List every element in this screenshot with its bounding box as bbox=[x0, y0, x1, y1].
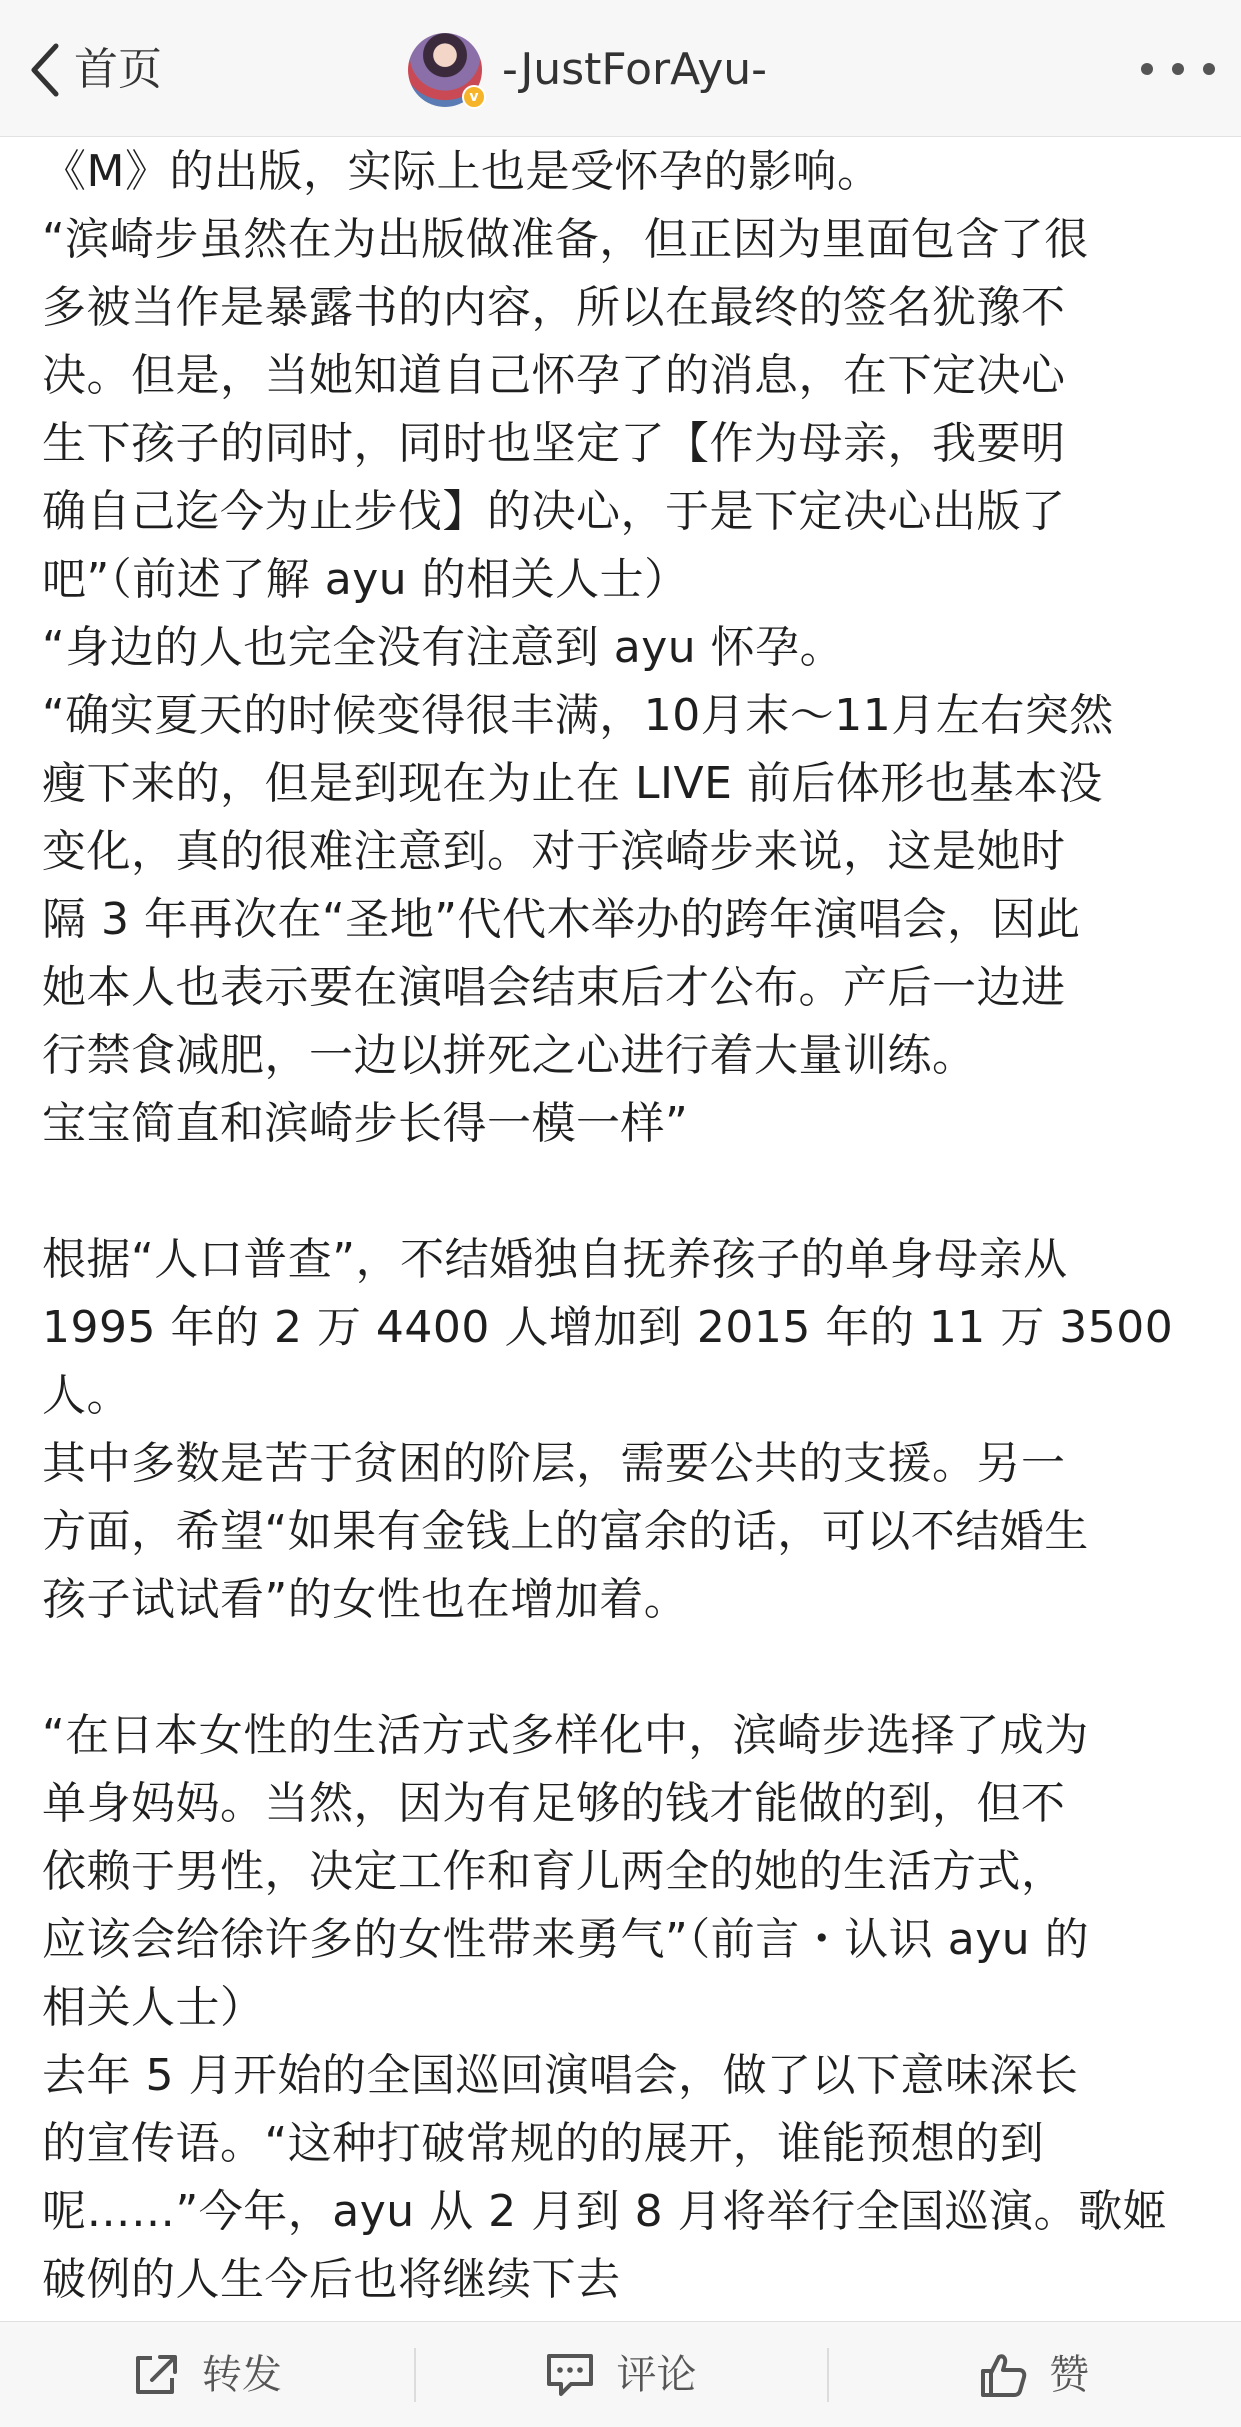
like-label: 赞 bbox=[1049, 2351, 1090, 2398]
back-button[interactable] bbox=[30, 40, 162, 100]
post-text-line: 生下孩子的同时，同时也坚定了【作为母亲，我要明 bbox=[42, 418, 1066, 469]
post-text-line: 去年 5 月开始的全国巡回演唱会，做了以下意味深长 bbox=[42, 2050, 1079, 2101]
post-text-line: 依赖于男性，决定工作和育儿两全的她的生活方式， bbox=[42, 1846, 1066, 1897]
repost-label: 转发 bbox=[201, 2351, 282, 2398]
post-text-line: 她本人也表示要在演唱会结束后才公布。产后一边进 bbox=[42, 962, 1066, 1013]
more-dot-icon bbox=[1141, 63, 1153, 75]
post-text-line: 瘦下来的，但是到现在为止在 LIVE 前后体形也基本没 bbox=[42, 758, 1103, 809]
post-text-line: 破例的人生今后也将继续下去 bbox=[42, 2254, 621, 2305]
chevron-left-icon bbox=[30, 43, 60, 97]
comment-button[interactable] bbox=[414, 2322, 828, 2427]
verified-badge-icon: v bbox=[462, 85, 486, 109]
post-text-line: 吧”（前述了解 ayu 的相关人士） bbox=[42, 554, 689, 605]
post-text-line: 多被当作是暴露书的内容，所以在最终的签名犹豫不 bbox=[42, 282, 1066, 333]
post-text-line: 根据“人口普查”，不结婚独自抚养孩子的单身母亲从 bbox=[42, 1234, 1068, 1285]
post-text-line: “确实夏天的时候变得很丰满，10月末～11月左右突然 bbox=[42, 690, 1114, 741]
post-text-line: 《M》的出版，实际上也是受怀孕的影响。 bbox=[42, 146, 882, 197]
back-label: 首页 bbox=[74, 44, 162, 95]
post-text-line: 的宣传语。“这种打破常规的的展开，谁能预想的到 bbox=[42, 2118, 1045, 2169]
comment-icon bbox=[545, 2352, 617, 2398]
paragraph-spacer bbox=[42, 1634, 1212, 1702]
top-navigation-bar bbox=[0, 0, 1241, 137]
like-button[interactable] bbox=[827, 2322, 1241, 2427]
post-text-line: 1995 年的 2 万 4400 人增加到 2015 年的 11 万 3500 bbox=[42, 1302, 1174, 1353]
post-text-line: 应该会给徐许多的女性带来勇气”（前言・认识 ayu 的 bbox=[42, 1914, 1090, 1965]
user-header bbox=[408, 32, 767, 108]
post-text-line: 人。 bbox=[42, 1370, 131, 1421]
post-text-line: “滨崎步虽然在为出版做准备，但正因为里面包含了很 bbox=[42, 214, 1089, 265]
share-icon bbox=[132, 2352, 202, 2398]
more-dot-icon bbox=[1172, 63, 1184, 75]
post-text-line: 方面，希望“如果有金钱上的富余的话，可以不结婚生 bbox=[42, 1506, 1089, 1557]
post-text-line: “在日本女性的生活方式多样化中，滨崎步选择了成为 bbox=[42, 1710, 1089, 1761]
post-content bbox=[42, 138, 1212, 2321]
post-text-line: “身边的人也完全没有注意到 ayu 怀孕。 bbox=[42, 622, 845, 673]
post-text-line: 宝宝简直和滨崎步长得一模一样” bbox=[42, 1098, 689, 1149]
repost-button[interactable] bbox=[0, 2322, 414, 2427]
post-text-line: 确自己迄今为止步伐】的决心，于是下定决心出版了 bbox=[42, 486, 1066, 537]
post-text-line: 决。但是，当她知道自己怀孕了的消息，在下定决心 bbox=[42, 350, 1066, 401]
more-options-button[interactable] bbox=[1141, 54, 1215, 84]
post-text-line: 呢……”今年，ayu 从 2 月到 8 月将举行全国巡演。歌姬 bbox=[42, 2186, 1168, 2237]
post-text-line: 其中多数是苦于贫困的阶层，需要公共的支援。另一 bbox=[42, 1438, 1066, 1489]
post-text-line: 相关人士） bbox=[42, 1982, 265, 2033]
post-text-line: 隔 3 年再次在“圣地”代代木举办的跨年演唱会，因此 bbox=[42, 894, 1081, 945]
post-text-line: 单身妈妈。当然，因为有足够的钱才能做的到，但不 bbox=[42, 1778, 1066, 1829]
thumbs-up-icon bbox=[979, 2351, 1049, 2399]
more-dot-icon bbox=[1203, 63, 1215, 75]
post-text-line: 孩子试试看”的女性也在增加着。 bbox=[42, 1574, 689, 1625]
comment-label: 评论 bbox=[616, 2351, 697, 2398]
paragraph-spacer bbox=[42, 1158, 1212, 1226]
username[interactable]: -JustForAyu- bbox=[502, 44, 768, 95]
post-text-line: 行禁食减肥，一边以拼死之心进行着大量训练。 bbox=[42, 1030, 977, 1081]
avatar[interactable] bbox=[408, 33, 482, 107]
post-text-line: 变化，真的很难注意到。对于滨崎步来说，这是她时 bbox=[42, 826, 1066, 877]
bottom-action-bar bbox=[0, 2321, 1241, 2427]
